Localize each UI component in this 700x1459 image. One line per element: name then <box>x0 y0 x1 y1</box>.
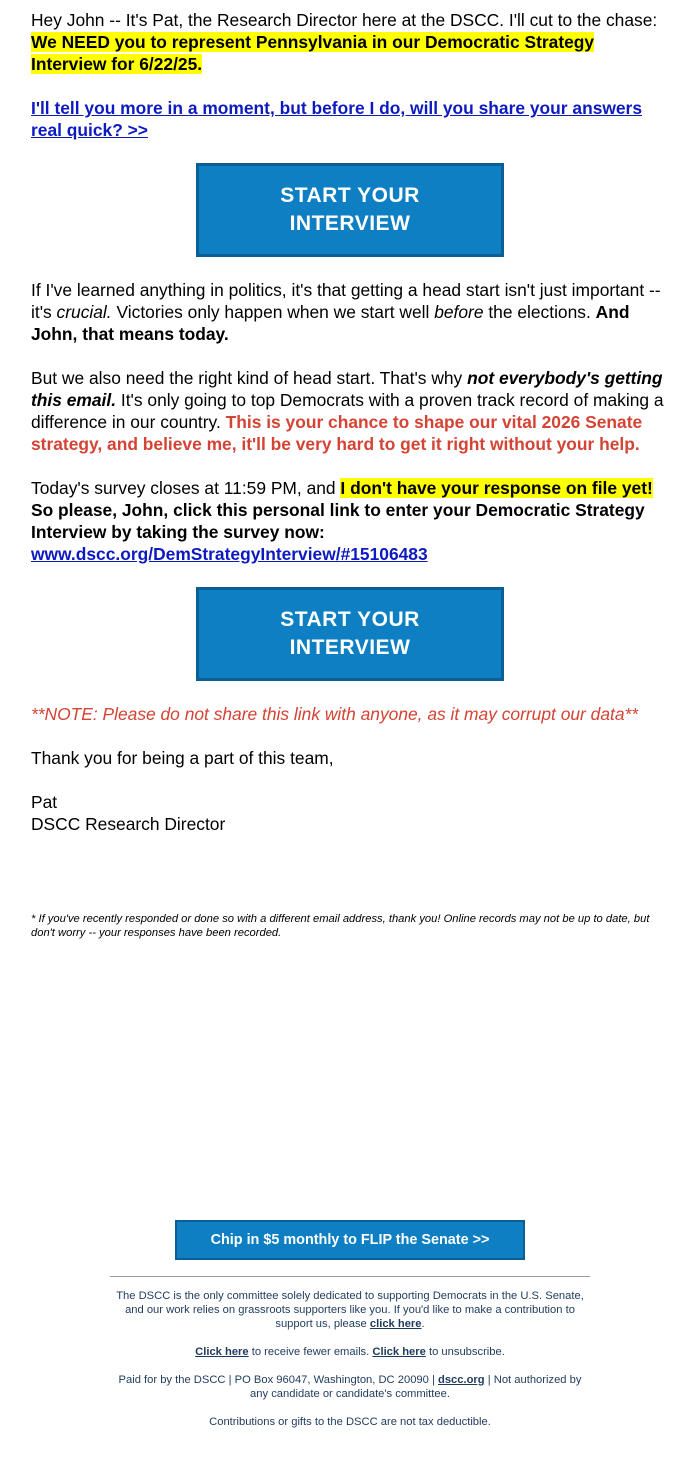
footnote: * If you've recently responded or done so with a different email address, thank you! Online records may not be up to date, but don't worry -- your responses have been recorded. <box>31 913 650 939</box>
cta-line-1: START YOUR <box>280 608 420 631</box>
do-not-share-note: **NOTE: Please do not share this link with anyone, as it may corrupt our data** <box>31 704 639 724</box>
signature-name: Pat <box>31 792 58 812</box>
intro-paragraph <box>31 9 673 75</box>
intro-highlight: We NEED you to represent Pennsylvania in our Democratic Strategy Interview for 6/22/25. <box>31 32 595 74</box>
para2-text-1: But we also need the right kind of head start. That's why <box>31 368 468 388</box>
start-interview-button-bottom[interactable] <box>196 587 504 681</box>
para3-text-1: Today's survey closes at 11:59 PM, and <box>31 478 341 498</box>
right-headstart-paragraph <box>31 367 673 455</box>
share-answers-link[interactable]: I'll tell you more in a moment, but before I do, will you share your answers real quick? >> <box>31 98 642 140</box>
unsubscribe-link[interactable]: Click here <box>372 1346 426 1358</box>
email-body <box>31 9 673 835</box>
para3-highlight: I don't have your response on file yet! <box>340 478 653 498</box>
paid-for-text: Paid for by the DSCC | PO Box 96047, Washington, DC 20090 | <box>118 1374 438 1386</box>
para2-red-text: This is your chance to shape our vital 2026 Senate strategy, and believe me, it'll be very hard to get it right without your help. <box>31 412 643 454</box>
cta-wrapper-top <box>31 163 673 257</box>
intro-greeting: Hey John -- It's Pat, the Research Director here at the DSCC. I'll cut to the chase: <box>31 10 658 30</box>
unsubscribe-text: to unsubscribe. <box>425 1346 505 1358</box>
start-interview-button-top[interactable] <box>196 163 504 257</box>
survey-closes-paragraph <box>31 477 673 565</box>
footer-paid-for <box>110 1373 590 1401</box>
footer-about-end: . <box>421 1318 425 1330</box>
footer-about-text: The DSCC is the only committee solely dedicated to supporting Democrats in the U.S. Senate, and our work relies on grassroots supporters like you. If you'd like to make a contribution to support us, please <box>116 1290 584 1330</box>
para1-text-1: If I've learned anything in politics, it's that getting a head start isn't just important -- it's <box>31 280 661 322</box>
cta-line-1: START YOUR <box>280 184 420 207</box>
chip-in-button[interactable]: Chip in $5 monthly to FLIP the Senate >> <box>175 1220 525 1260</box>
footer-about <box>110 1289 590 1331</box>
footer-divider <box>110 1276 590 1277</box>
headstart-paragraph <box>31 279 673 345</box>
para1-emphasis-2: before <box>434 302 484 322</box>
para2-bold-italic: not everybody's getting this email. <box>31 368 663 410</box>
para1-text-3: the elections. <box>483 302 596 322</box>
dscc-site-link[interactable]: dscc.org <box>437 1374 485 1386</box>
para2-text-2: It's only going to top Democrats with a proven track record of making a difference in our country. <box>31 390 664 432</box>
paid-for-end: | Not authorized by any candidate or candidate's committee. <box>250 1374 582 1400</box>
fewer-emails-text: to receive fewer emails. <box>248 1346 373 1358</box>
para1-text-2: Victories only happen when we start well <box>111 302 435 322</box>
cta-line-2: INTERVIEW <box>289 212 411 235</box>
footer-email-prefs <box>110 1345 590 1359</box>
personal-interview-link[interactable]: www.dscc.org/DemStrategyInterview/#15106483 <box>31 544 428 564</box>
closing-line: Thank you for being a part of this team, <box>31 748 334 768</box>
cta-wrapper-bottom <box>31 587 673 681</box>
fewer-emails-link[interactable]: Click here <box>195 1346 249 1358</box>
footer-tax-note: Contributions or gifts to the DSCC are not tax deductible. <box>209 1416 491 1428</box>
signature-title: DSCC Research Director <box>31 814 226 834</box>
footer <box>110 1289 590 1429</box>
cta-line-2: INTERVIEW <box>289 636 411 659</box>
para3-bold: So please, John, click this personal link to enter your Democratic Strategy Interview by taking the survey now: <box>31 500 645 542</box>
share-paragraph <box>31 97 673 141</box>
contribute-link[interactable]: click here <box>369 1318 422 1330</box>
para1-bold: And John, that means today. <box>31 302 630 344</box>
para1-emphasis-1: crucial. <box>56 302 112 322</box>
